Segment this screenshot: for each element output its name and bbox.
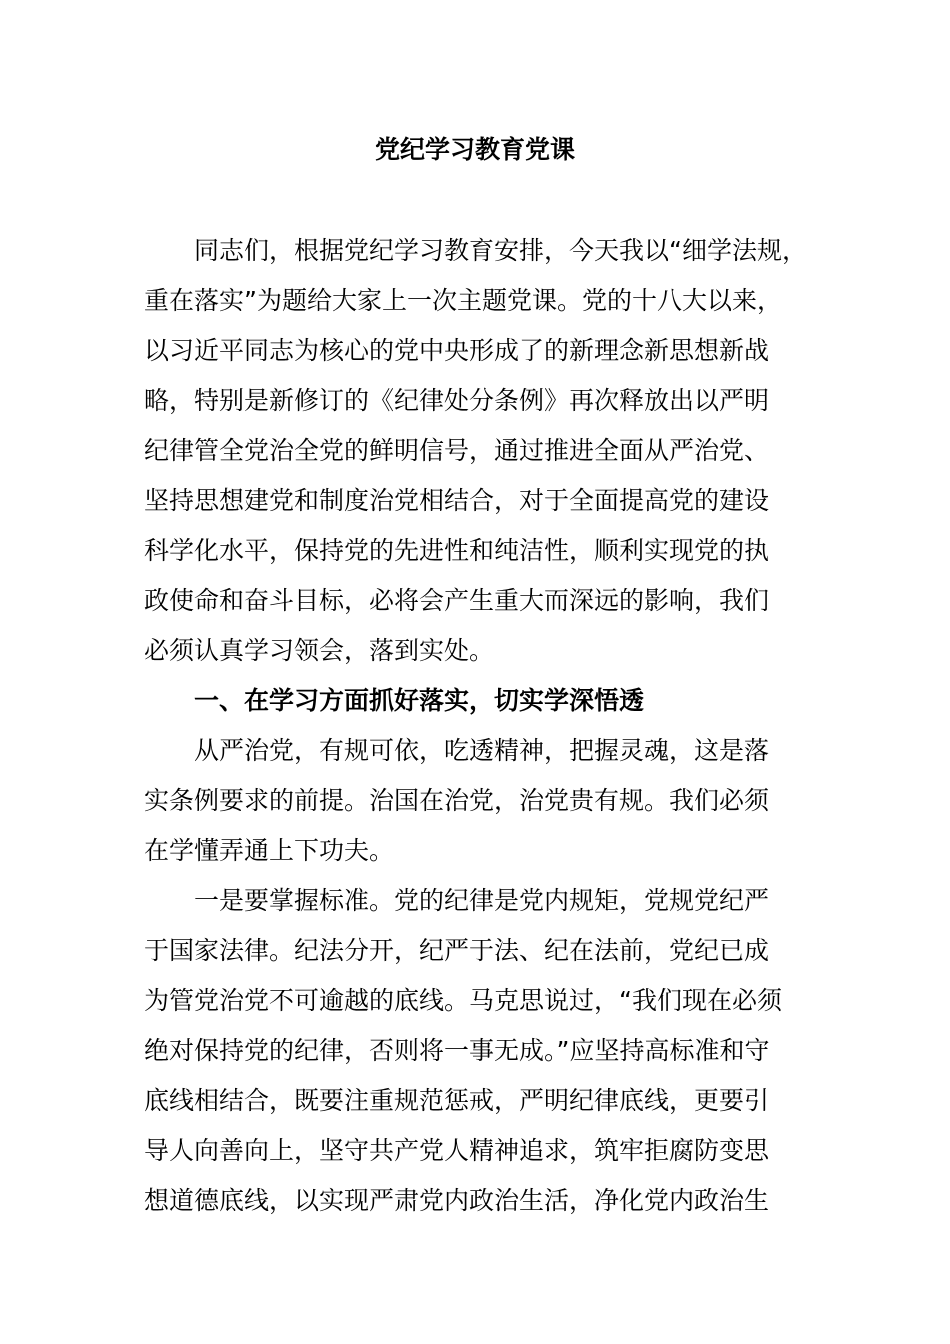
paragraph-line: 政使命和奋斗目标，必将会产生重大而深远的影响，我们 bbox=[144, 586, 770, 615]
paragraph-line: 必须认真学习领会，落到实处。 bbox=[144, 636, 495, 665]
paragraph-line: 为管党治党不可逾越的底线。马克思说过，“我们现在必须 bbox=[144, 986, 782, 1015]
paragraph-line: 以习近平同志为核心的党中央形成了的新理念新思想新战 bbox=[144, 336, 770, 365]
paragraph-line: 一是要掌握标准。党的纪律是党内规矩，党规党纪严 bbox=[194, 886, 770, 915]
document-body bbox=[144, 226, 834, 1226]
paragraph-line: 导人向善向上，坚守共产党人精神追求，筑牢拒腐防变思 bbox=[144, 1136, 770, 1165]
paragraph-line: 绝对保持党的纪律，否则将一事无成。”应坚持高标准和守 bbox=[144, 1036, 770, 1065]
paragraph-line: 在学懂弄通上下功夫。 bbox=[144, 836, 395, 865]
paragraph-line: 纪律管全党治全党的鲜明信号，通过推进全面从严治党、 bbox=[144, 436, 770, 465]
paragraph-line: 于国家法律。纪法分开，纪严于法、纪在法前，党纪已成 bbox=[144, 936, 770, 965]
section-heading: 一、在学习方面抓好落实，切实学深悟透 bbox=[194, 686, 645, 715]
paragraph-line: 同志们，根据党纪学习教育安排，今天我以“细学法规， bbox=[194, 236, 807, 265]
paragraph-line: 坚持思想建党和制度治党相结合，对于全面提高党的建设 bbox=[144, 486, 770, 515]
paragraph-line: 重在落实”为题给大家上一次主题党课。党的十八大以来， bbox=[144, 286, 782, 315]
paragraph-line: 底线相结合，既要注重规范惩戒，严明纪律底线，更要引 bbox=[144, 1086, 770, 1115]
paragraph-line: 想道德底线，以实现严肃党内政治生活，净化党内政治生 bbox=[144, 1186, 770, 1215]
paragraph-line: 从严治党，有规可依，吃透精神，把握灵魂，这是落 bbox=[194, 736, 770, 765]
paragraph-line: 略，特别是新修订的《纪律处分条例》再次释放出以严明 bbox=[144, 386, 770, 415]
paragraph-line: 实条例要求的前提。治国在治党，治党贵有规。我们必须 bbox=[144, 786, 770, 815]
document-title: 党纪学习教育党课 bbox=[374, 135, 575, 164]
paragraph-line: 科学化水平，保持党的先进性和纯洁性，顺利实现党的执 bbox=[144, 536, 770, 565]
